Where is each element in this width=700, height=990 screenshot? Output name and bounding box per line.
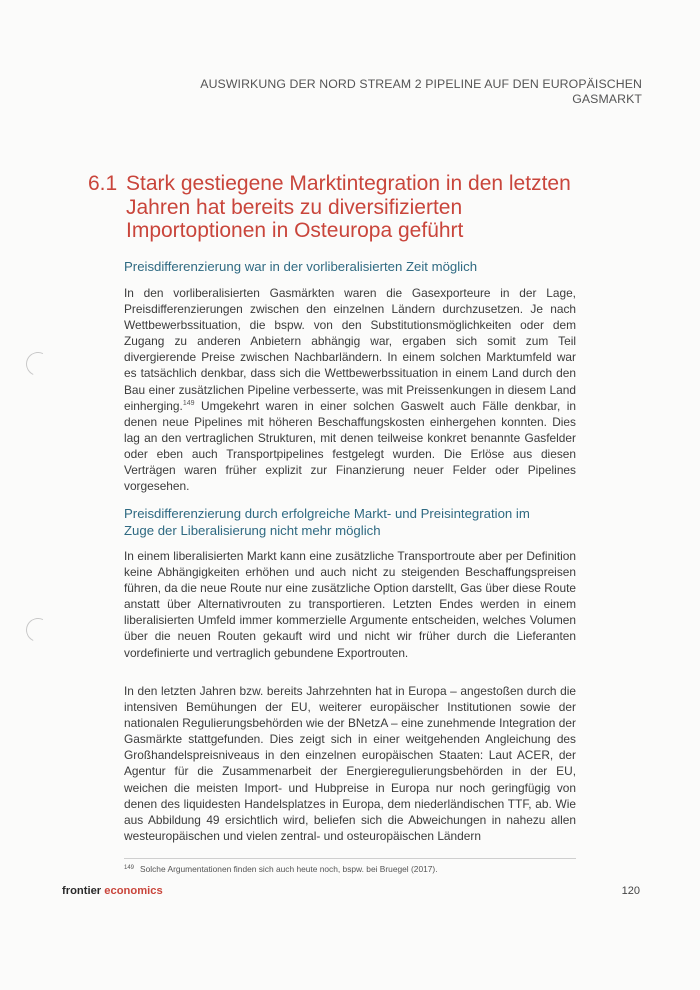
brand-name-part1: frontier — [62, 885, 102, 897]
binder-hole-mark-top — [23, 349, 54, 380]
footnote-text: Solche Argumentationen finden sich auch heute noch, bspw. bei Bruegel (2017). — [140, 864, 438, 874]
binder-hole-mark-bottom — [23, 615, 54, 646]
body-paragraph-1-part-b: Umgekehrt waren in einer solchen Gaswelt auch Fälle denkbar, in denen neue Pipelines mit höheren Beschaffungskosten einhergehen konnten. Dies lag an den vertraglichen Strukturen, mit denen teilweise konkret benannte Gasfelder oder eben auch Transportpipelines festgelegt wurden. Die Erlöse aus diesen Verträgen waren früher explizit zur Finanzierung neuer Felder oder Pipelines vorgesehen. — [124, 398, 576, 494]
body-paragraph-1 — [124, 285, 576, 494]
footnote-divider — [124, 858, 576, 859]
brand-name-part2: economics — [104, 885, 163, 897]
section-title — [88, 172, 608, 243]
running-header: AUSWIRKUNG DER NORD STREAM 2 PIPELINE AUF DEN EUROPÄISCHEN GASMARKT — [200, 77, 642, 106]
body-paragraph-3: In den letzten Jahren bzw. bereits Jahrzehnten hat in Europa – angestoßen durch die intensiven Bemühungen der EU, weiterer europäischer Institutionen sowie der nationalen Regulierungsbehörden wie der BNetzA – eine zunehmende Integration der Gasmärkte stattgefunden. Dies zeigt sich in einer weitgehenden Angleichung des Großhandelspreisniveaus in den einzelnen europäischen Staaten: Laut ACER, der Agentur für die Zusammenarbeit der Energieregulierungsbehörden in der EU, weichen die meisten Import- und Hubpreise in Europa nur noch geringfügig von denen des liquidesten Handelsplatzes in Europa, dem niederländischen TTF, ab. Wie aus Abbildung 49 ersichtlich wird, beliefen sich die Abweichungen in nahezu allen westeuropäischen und vielen zentral- und osteuropäischen Ländern — [124, 684, 576, 843]
footnote-number: 149 — [124, 865, 135, 871]
section-title-text: Stark gestiegene Marktintegration in den letzten Jahren hat bereits zu diversifizierten Importoptionen in Osteuropa geführt — [126, 172, 571, 242]
page-number: 120 — [621, 885, 640, 897]
body-paragraph-2: In einem liberalisierten Markt kann eine zusätzliche Transportroute aber per Definition keine Abhängigkeiten erhöhen und auch nicht zu steigenden Beschaffungspreisen führen, da die neue Route nur eine zusätzliche Option darstellt, Gas über diese Route anstatt über Alternativrouten zu transportieren. Letzten Endes werden in einem liberalisierten Umfeld immer kommerzielle Argumente entscheiden, welches Volumen über die neuen Routen gekauft wird und nicht wir früher durch die Lieferanten vordefinierte und vertraglich gebundene Exportrouten. — [124, 549, 576, 660]
body-paragraph-1-part-a: In den vorliberalisierten Gasmärkten waren die Gasexporteure in der Lage, Preisdifferenzierungen zwischen den einzelnen Ländern durchzusetzen. Je nach Wettbewerbssituation, die bspw. von den Substitutionsmöglichkeiten oder dem Zugang zu anderen Anbietern abhängig war, ergaben sich somit zum Teil divergierende Preise zwischen Nachbarländern. In einem solchen Marktumfeld war es tatsächlich denkbar, dass sich die Wettbewerbssituation in einem Land durch den Bau einer zusätzlichen Pipeline verbesserte, was mit Preissenkungen in diesem Land einherging. — [124, 286, 576, 413]
subsection-heading-1: Preisdifferenzierung war in der vorliberalisierten Zeit möglich — [124, 259, 478, 274]
brand-logo — [62, 885, 163, 898]
section-number: 6.1 — [88, 172, 118, 195]
footnote-reference[interactable]: 149 — [182, 399, 195, 407]
footnote — [124, 863, 576, 875]
subsection-heading-2: Preisdifferenzierung durch erfolgreiche Markt- und Preisintegration im Zuge der Liberalisierung nicht mehr möglich — [124, 506, 530, 538]
